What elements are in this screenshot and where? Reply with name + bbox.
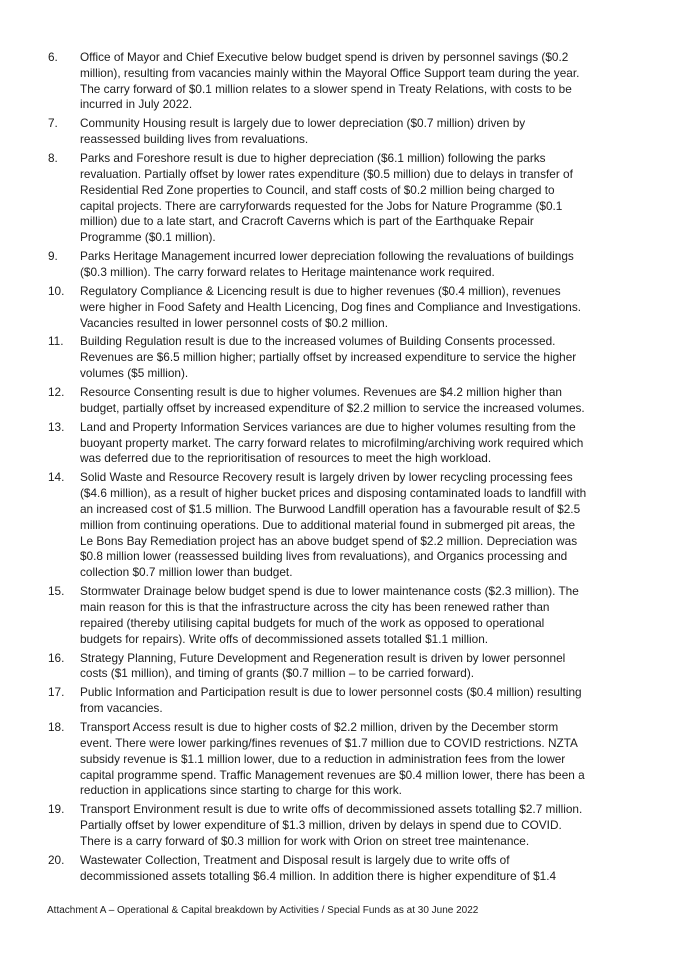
item-number: 11. xyxy=(48,334,64,349)
list-item xyxy=(48,470,588,581)
list-item xyxy=(48,334,588,381)
item-number: 14. xyxy=(48,470,65,485)
item-number: 6. xyxy=(48,50,58,64)
item-text: Wastewater Collection, Treatment and Disposal result is largely due to write offs of decommissioned assets totalling $6.4 million. In addition there is higher expenditure of $1.4 xyxy=(80,852,557,883)
list-item xyxy=(48,385,588,417)
item-number: 17. xyxy=(48,685,65,700)
item-text: Strategy Planning, Future Development and Regeneration result is driven by lower personnel costs ($1 million), and timing of grants ($0.7 million – to be carried forward). xyxy=(80,650,566,681)
item-text: Stormwater Drainage below budget spend is due to lower maintenance costs ($2.3 million). The main reason for this is that the infrastructure across the city has been renewed rather than repaired (thereby utilising capital budgets for much of the work as opposed to operational budgets for repairs). Write offs of decommissioned assets totalled $1.1 million. xyxy=(80,584,579,646)
list-item xyxy=(48,651,588,683)
list-item xyxy=(48,284,588,331)
list-item xyxy=(48,249,588,281)
item-number: 7. xyxy=(48,116,58,131)
item-number: 12. xyxy=(48,385,65,400)
item-text: Solid Waste and Resource Recovery result is largely driven by lower recycling processing fees ($4.6 million), as a result of higher bucket prices and disposing contaminated loads to landfill with an increased cost of $1.5 million. The Burwood Landfill operation has a favourable result of $2.5 million from continuing operations. Due to additional material found in submerged pit areas, the Le Bons Bay Remediation project has an above budget spend of $2.2 million. Depreciation was $0.8 million lower (reassessed building lives from revaluations), and Organics processing and collection $0.7 million lower than budget. xyxy=(80,470,587,580)
list-item xyxy=(48,584,588,647)
item-number: 16. xyxy=(48,650,65,665)
list-item xyxy=(48,720,588,799)
list-item xyxy=(48,151,588,246)
list-item xyxy=(48,802,588,849)
item-text: Public Information and Participation result is due to lower personnel costs ($0.4 million) resulting from vacancies. xyxy=(80,685,582,716)
explanation-list xyxy=(48,50,588,888)
item-number: 10. xyxy=(48,283,65,298)
item-text: Land and Property Information Services variances are due to higher volumes resulting from the buoyant property market. The carry forward relates to microfilming/archiving work required which was deferred due to the reprioritisation of resources to meet the high workload. xyxy=(80,419,584,466)
list-item xyxy=(48,420,588,467)
list-item xyxy=(48,685,588,717)
item-number: 20. xyxy=(48,852,65,867)
list-item xyxy=(48,853,588,885)
list-item xyxy=(48,116,588,148)
page-footer: Attachment A – Operational & Capital breakdown by Activities / Special Funds as at 30 June 2022 xyxy=(47,905,479,916)
item-number: 9. xyxy=(48,249,58,264)
item-text: Resource Consenting result is due to higher volumes. Revenues are $4.2 million higher than budget, partially offset by increased expenditure of $2.2 million to service the increased volumes. xyxy=(80,385,585,415)
item-number: 19. xyxy=(48,802,65,817)
list-item xyxy=(48,50,588,113)
item-text: Parks and Foreshore result is due to higher depreciation ($6.1 million) following the parks revaluation. Partially offset by lower rates expenditure ($0.5 million) due to delays in transfer of Residential Red Zone properties to Council, and staff costs of $0.2 million being charged to capital projects. There are carryforwards requested for the Jobs for Nature Programme ($0.1 million) due to a late start, and Cracroft Caverns which is part of the Earthquake Repair Programme ($0.1 million). xyxy=(80,151,573,245)
item-text: Regulatory Compliance & Licencing result is due to higher revenues ($0.4 million), revenues were higher in Food Safety and Health Licencing, Dog fines and Compliance and Investigations. Vacancies resulted in lower personnel costs of $0.2 million. xyxy=(80,283,582,330)
item-text: Community Housing result is largely due to lower depreciation ($0.7 million) driven by reassessed building lives from revaluations. xyxy=(80,116,526,147)
item-text: Transport Access result is due to higher costs of $2.2 million, driven by the December storm event. There were lower parking/fines revenues of $1.7 million due to COVID restrictions. NZTA subsidy revenue is $1.1 million lower, due to a reduction in administration fees from the lower capital programme spend. Traffic Management revenues are $0.4 million lower, there has been a reduction in applications since starting to charge for this work. xyxy=(80,720,585,798)
item-text: Office of Mayor and Chief Executive below budget spend is driven by personnel savings ($0.2 million), resulting from vacancies mainly within the Mayoral Office Support team during the year. The carry forward of $0.1 million relates to a slower spend in Treaty Relations, with costs to be incurred in July 2022. xyxy=(80,50,580,112)
item-text: Building Regulation result is due to the increased volumes of Building Consents processed. Revenues are $6.5 million higher; partially offset by increased expenditure to service the higher volumes ($5 million). xyxy=(80,334,577,381)
item-text: Parks Heritage Management incurred lower depreciation following the revaluations of buildings ($0.3 million). The carry forward relates to Heritage maintenance work required. xyxy=(80,249,574,279)
item-text: Transport Environment result is due to write offs of decommissioned assets totalling $2.7 million. Partially offset by lower expenditure of $1.3 million, driven by delays in spend due to COVID. There is a carry forward of $0.3 million for work with Orion on street tree maintenance. xyxy=(80,802,583,848)
item-number: 15. xyxy=(48,584,65,599)
item-number: 8. xyxy=(48,151,58,166)
item-number: 18. xyxy=(48,720,65,735)
item-number: 13. xyxy=(48,419,65,434)
